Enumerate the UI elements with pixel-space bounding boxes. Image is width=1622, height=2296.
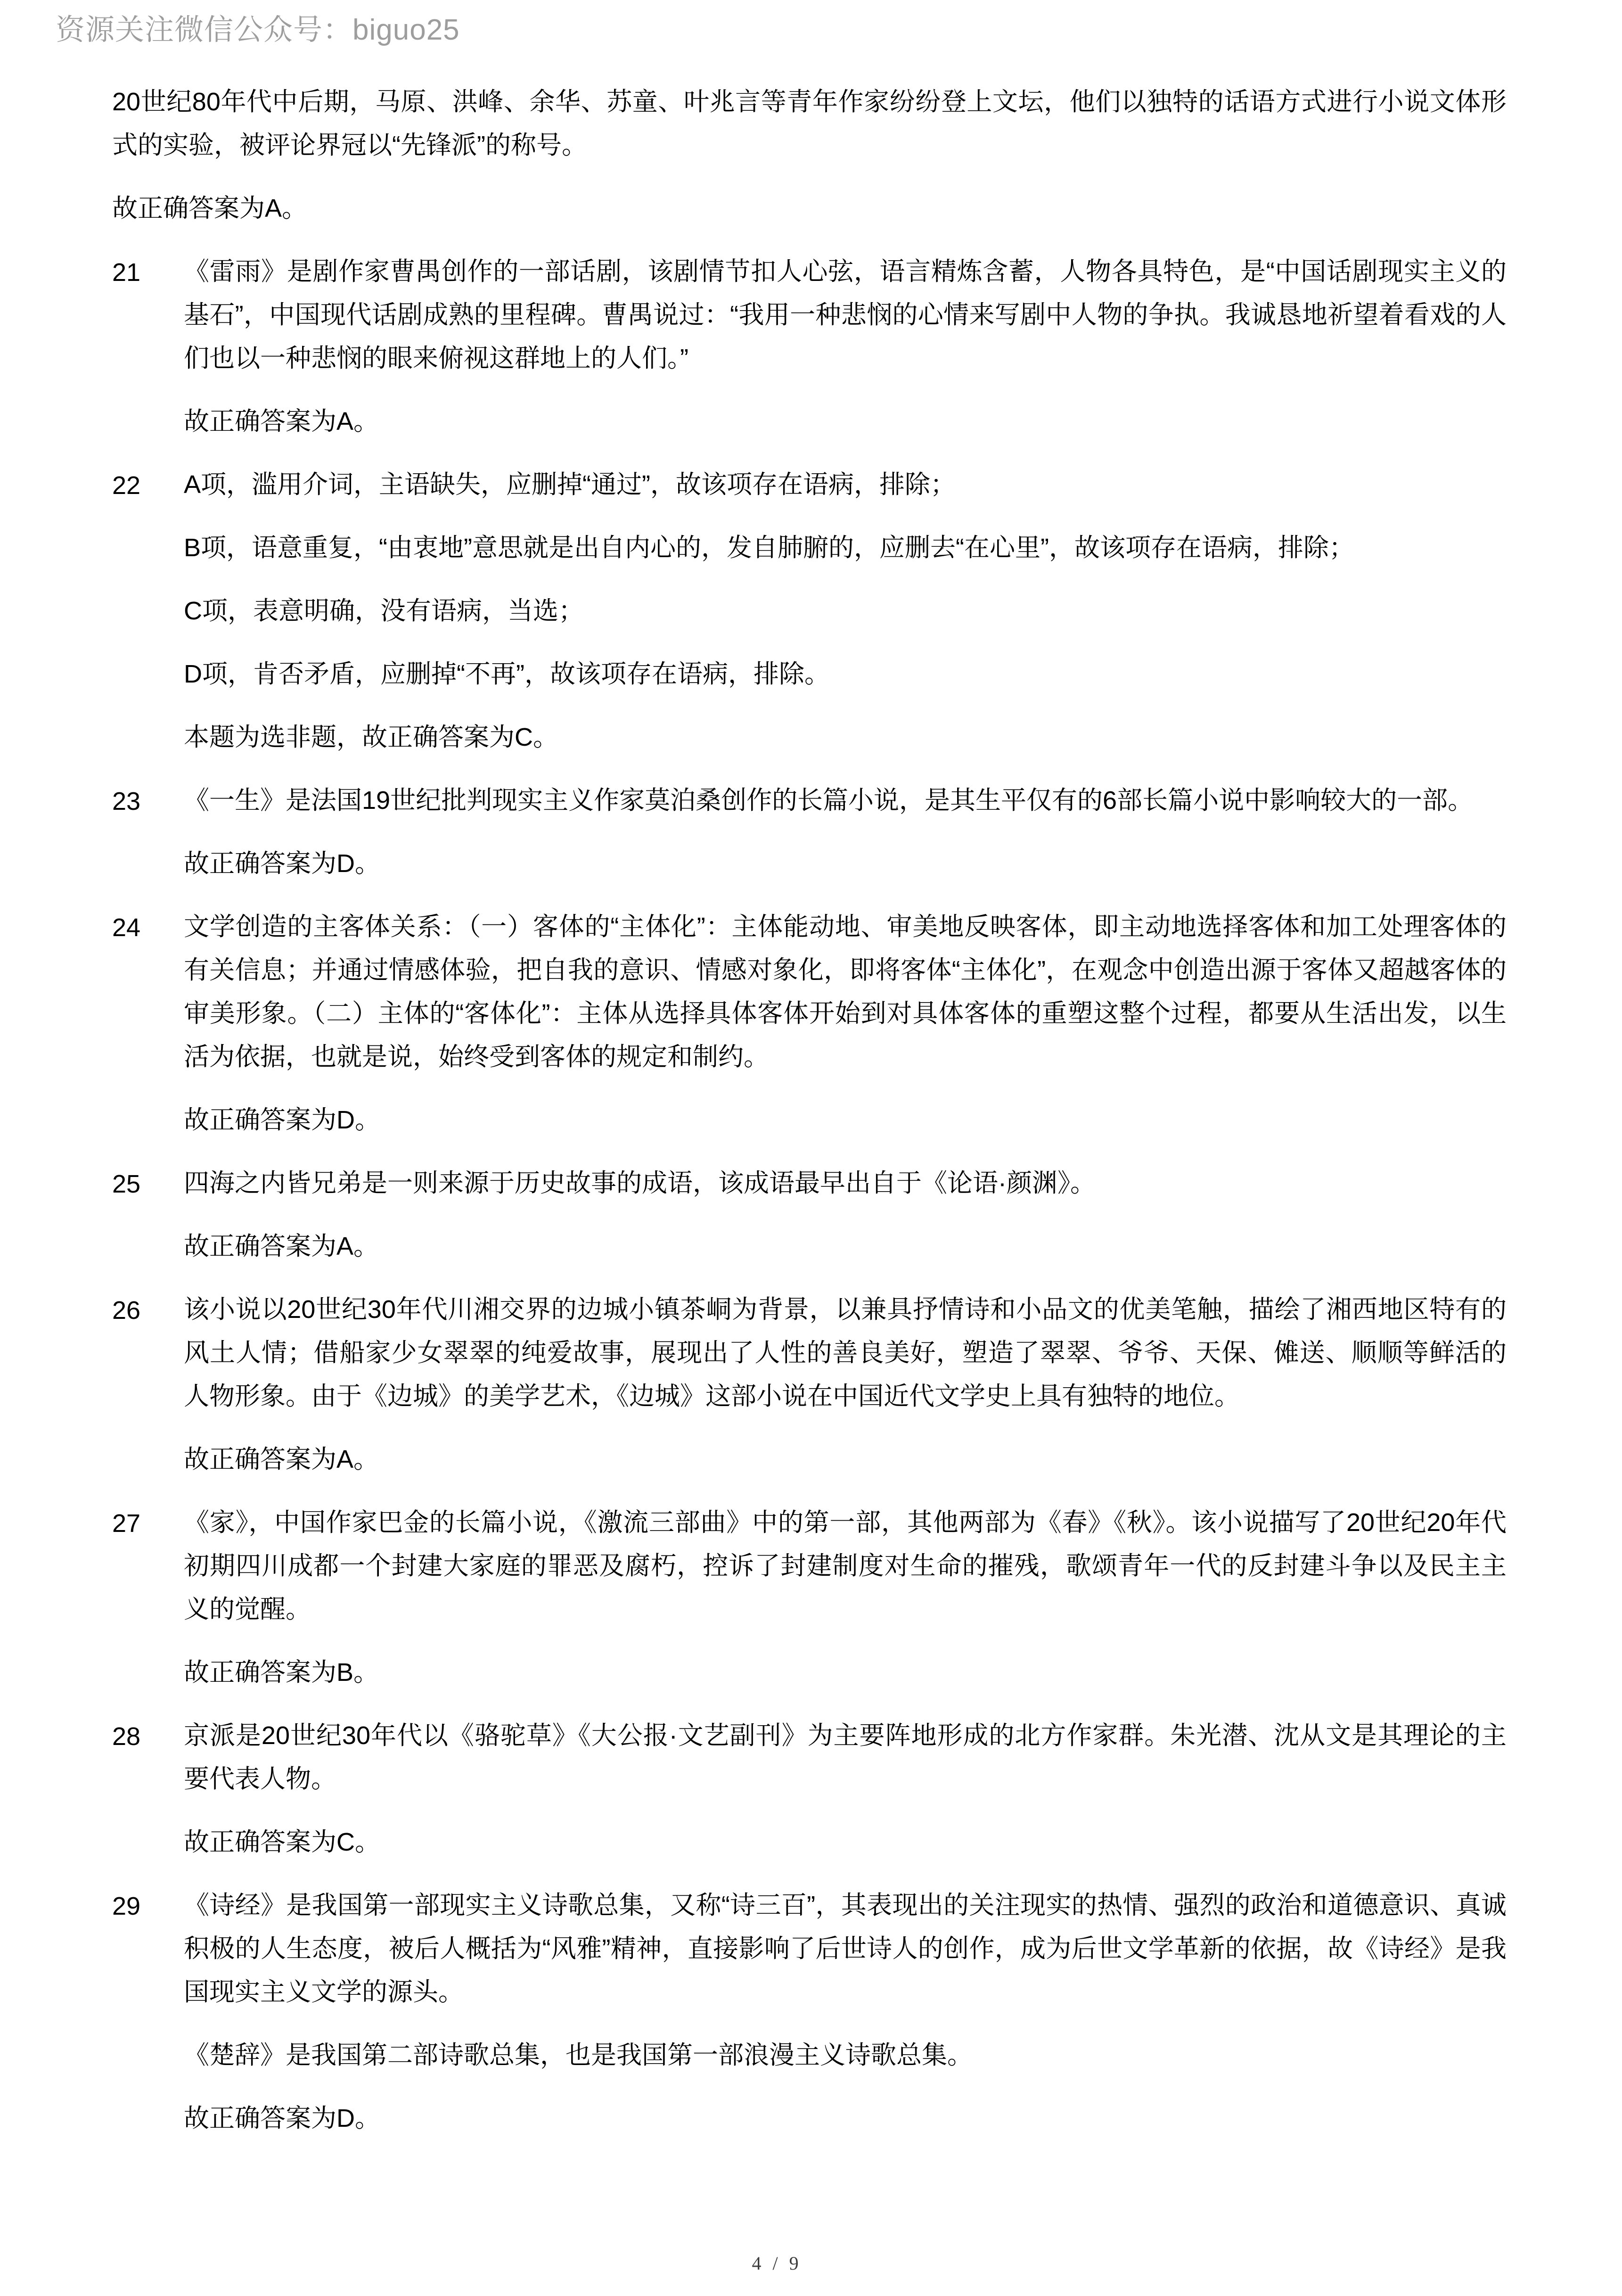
answer-line: 故正确答案为D。 <box>184 1106 380 1134</box>
paragraph: 文学创造的主客体关系：（一）客体的“主体化”：主体能动地、审美地反映客体，即主动地选择客体和加工处理客体的有关信息；并通过情感体验，把自我的意识、情感对象化，即将客体“主体化”，在观念中创造出源于客体又超越客体的审美形象。（二）主体的“客体化”：主体从选择具体客体开始到对具体客体的重塑这整个过程，都要从生活出发，以生活为依据，也就是说，始终受到客体的规定和制约。 <box>184 913 1507 1071</box>
question-number: 29 <box>112 1892 141 1920</box>
page-separator: / <box>772 2253 779 2274</box>
question-content <box>184 1714 1507 1864</box>
option-b-line: B项，语意重复，“由衷地”意思就是出自内心的，发自肺腑的，应删去“在心里”，故该项存在语病，排除； <box>184 534 1354 562</box>
answer-line: 故正确答案为B。 <box>184 1658 379 1687</box>
question-content <box>184 250 1507 443</box>
option-c-line: C项，表意明确，没有语病，当选； <box>184 597 584 625</box>
page-footer <box>0 2252 1622 2274</box>
option-d-line: D项，肯否矛盾，应删掉“不再”，故该项存在语病，排除。 <box>184 660 830 688</box>
answer-line: 故正确答案为A。 <box>184 1445 379 1473</box>
answer-line: 故正确答案为D。 <box>184 849 380 878</box>
option-a-line: A项，滥用介词，主语缺失，应删掉“通过”，故该项存在语病，排除； <box>184 470 956 499</box>
lead-body <box>112 80 1507 230</box>
question-number: 26 <box>112 1296 141 1325</box>
question-block-22 <box>0 463 1622 759</box>
question-block-26 <box>0 1288 1622 1481</box>
paragraph: 20世纪80年代中后期，马原、洪峰、余华、苏童、叶兆言等青年作家纷纷登上文坛，他们以独特的话语方式进行小说文体形式的实验，被评论界冠以“先锋派”的称号。 <box>112 88 1507 159</box>
answer-line: 故正确答案为D。 <box>184 2104 380 2132</box>
answer-line: 故正确答案为C。 <box>184 1828 380 1856</box>
question-block-21 <box>0 250 1622 443</box>
total-page-number: 9 <box>789 2253 800 2274</box>
question-number: 28 <box>112 1722 141 1751</box>
question-content <box>184 1501 1507 1694</box>
watermark-text: 资源关注微信公众号：biguo25 <box>56 14 460 46</box>
lead-block <box>0 80 1622 230</box>
paragraph: 《家》，中国作家巴金的长篇小说，《激流三部曲》中的第一部，其他两部为《春》《秋》。该小说描写了20世纪20年代初期四川成都一个封建大家庭的罪恶及腐朽，控诉了封建制度对生命的摧残，歌颂青年一代的反封建斗争以及民主主义的觉醒。 <box>184 1508 1507 1623</box>
paragraph: 该小说以20世纪30年代川湘交界的边城小镇茶峒为背景，以兼具抒情诗和小品文的优美笔触，描绘了湘西地区特有的风土人情；借船家少女翠翠的纯爱故事，展现出了人性的善良美好，塑造了翠翠、爷爷、天保、傩送、顺顺等鲜活的人物形象。由于《边城》的美学艺术，《边城》这部小说在中国近代文学史上具有独特的地位。 <box>184 1295 1507 1410</box>
document-body <box>0 80 1622 2140</box>
question-number: 23 <box>112 787 141 815</box>
question-content <box>184 905 1507 1142</box>
question-content <box>184 463 1507 759</box>
current-page-number: 4 <box>752 2253 762 2274</box>
question-number: 25 <box>112 1170 141 1198</box>
question-block-27 <box>0 1501 1622 1694</box>
question-block-29 <box>0 1884 1622 2140</box>
question-content <box>184 1884 1507 2140</box>
paragraph: 《一生》是法国19世纪批判现实主义作家莫泊桑创作的长篇小说，是其生平仅有的6部长篇小说中影响较大的一部。 <box>184 786 1474 815</box>
question-number: 22 <box>112 471 141 500</box>
question-content <box>184 779 1507 885</box>
answer-line: 故正确答案为A。 <box>112 194 308 222</box>
paragraph: 《诗经》是我国第一部现实主义诗歌总集，又称“诗三百”，其表现出的关注现实的热情、强烈的政治和道德意识、真诚积极的人生态度，被后人概括为“风雅”精神，直接影响了后世诗人的创作，成为后世文学革新的依据，故《诗经》是我国现实主义文学的源头。 <box>184 1891 1507 2006</box>
question-block-28 <box>0 1714 1622 1864</box>
question-block-24 <box>0 905 1622 1142</box>
question-content <box>184 1161 1507 1268</box>
answer-line: 本题为选非题，故正确答案为C。 <box>184 723 558 751</box>
paragraph: 京派是20世纪30年代以《骆驼草》《大公报·文艺副刊》为主要阵地形成的北方作家群。朱光潜、沈从文是其理论的主要代表人物。 <box>184 1721 1507 1793</box>
paragraph: 《楚辞》是我国第二部诗歌总集，也是我国第一部浪漫主义诗歌总集。 <box>184 2041 973 2069</box>
answer-line: 故正确答案为A。 <box>184 407 379 436</box>
paragraph: 四海之内皆兄弟是一则来源于历史故事的成语，该成语最早出自于《论语·颜渊》。 <box>184 1169 1096 1197</box>
answer-line: 故正确答案为A。 <box>184 1232 379 1260</box>
paragraph: 《雷雨》是剧作家曹禺创作的一部话剧，该剧情节扣人心弦，语言精炼含蓄，人物各具特色，是“中国话剧现实主义的基石”，中国现代话剧成熟的里程碑。曹禺说过：“我用一种悲悯的心情来写剧中人物的争执。我诚恳地祈望着看戏的人们也以一种悲悯的眼来俯视这群地上的人们。” <box>184 257 1507 372</box>
question-block-25 <box>0 1161 1622 1268</box>
question-number: 21 <box>112 258 141 287</box>
question-block-23 <box>0 779 1622 885</box>
question-number: 24 <box>112 913 141 942</box>
question-number: 27 <box>112 1509 141 1538</box>
question-content <box>184 1288 1507 1481</box>
page-indicator <box>752 2252 799 2274</box>
